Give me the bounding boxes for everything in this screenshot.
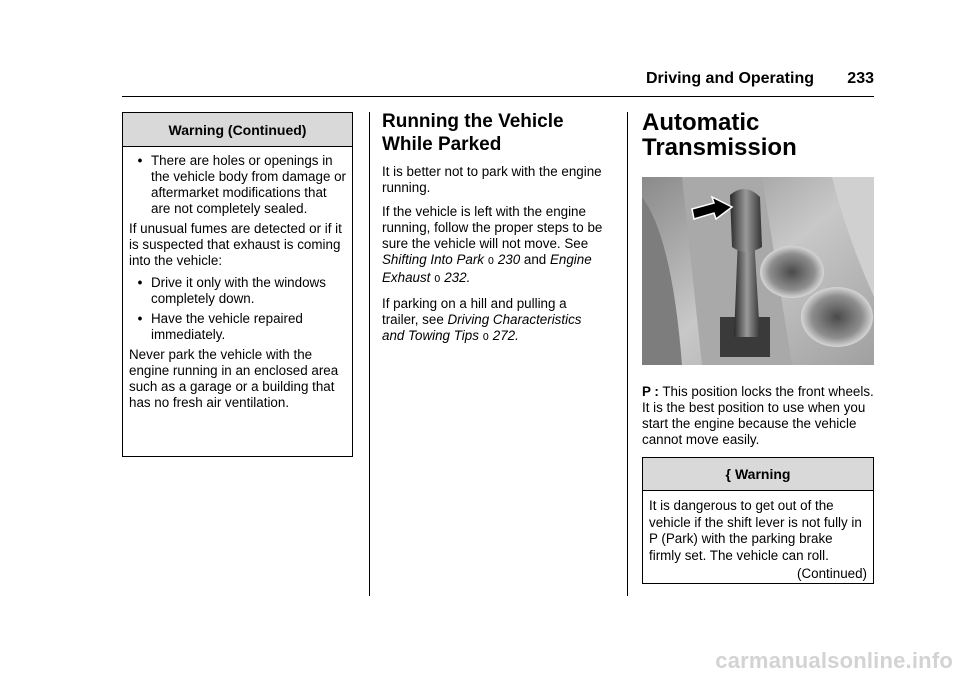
bullet-item [129,311,346,343]
continued-label: (Continued) [797,566,867,581]
watermark: carmanualsonline.info [715,648,953,673]
column-divider-1 [369,112,370,596]
section-heading: Automatic Transmission [642,109,797,161]
bullet-item [129,275,346,307]
page-ref-icon: 0 [482,332,490,343]
paragraph [382,204,604,288]
warning-title-text: Warning [734,466,791,482]
paragraph: It is better not to park with the engine running. [382,164,602,195]
xref-link-driving-characteristics[interactable]: Driving Characteristics and Towing Tips [382,312,582,343]
bullet-text: Have the vehicle repaired immediately. [151,311,303,342]
xref-link-engine-exhaust[interactable]: Engine Exhaust [382,252,592,285]
section-heading: Running the Vehicle While Parked [382,111,564,155]
position-label: P : [642,384,659,399]
page-ref-icon: 0 [487,256,495,267]
bullet-dot: • [137,311,143,326]
running-while-parked-section [382,110,604,354]
warning-text: It is dangerous to get out of the vehicle if the shift lever is not fully in P (Park) with the parking brake firmly set. The vehicle can roll. [649,498,862,563]
shift-lever-illustration [642,177,874,365]
park-position-description [642,384,874,448]
paragraph-text: If parking on a hill and pulling a trailer, see [382,296,567,327]
paragraph [382,296,604,346]
xref-link-shifting-into-park[interactable]: Shifting Into Park [382,252,484,267]
warning-box-body [643,491,873,583]
bullet-text: There are holes or openings in the vehicle body from damage or aftermarket modifications that are not completely sealed. [151,153,347,216]
paragraph: Never park the vehicle with the engine running in an enclosed area such as a garage or a building that has no fresh air ventilation. [129,347,339,410]
warning-box-body [123,147,352,411]
shift-lever-image [642,177,874,365]
warning-box-title [643,458,873,491]
bullet-dot: • [137,153,143,168]
paragraph-text: If the vehicle is left with the engine running, follow the proper steps to be sure the vehicle will not move. See [382,204,603,251]
page-ref[interactable]: 230 [497,252,521,267]
position-text: This position locks the front wheels. It is the best position to use when you start the engine because the vehicle cannot move easily. [642,384,874,447]
automatic-transmission-section [642,110,874,160]
page-number: 233 [847,70,874,87]
warning-triangle-icon: { [725,466,731,482]
paragraph-text: and [523,252,547,267]
page-header [0,70,874,94]
warning-continued-box [122,112,353,457]
bullet-item [129,153,346,217]
page-ref[interactable]: 272. [492,328,519,343]
warning-box [642,457,874,584]
section-title: Driving and Operating [645,70,814,87]
bullet-dot: • [137,275,143,290]
bullet-text: Drive it only with the windows completely down. [151,275,326,306]
page-ref[interactable]: 232. [444,270,471,285]
header-divider [122,96,874,97]
paragraph: If unusual fumes are detected or if it is suspected that exhaust is coming into the vehicle: [129,221,342,268]
column-divider-2 [627,112,628,596]
warning-box-title: Warning (Continued) [123,113,352,147]
page-ref-icon: 0 [434,274,441,285]
